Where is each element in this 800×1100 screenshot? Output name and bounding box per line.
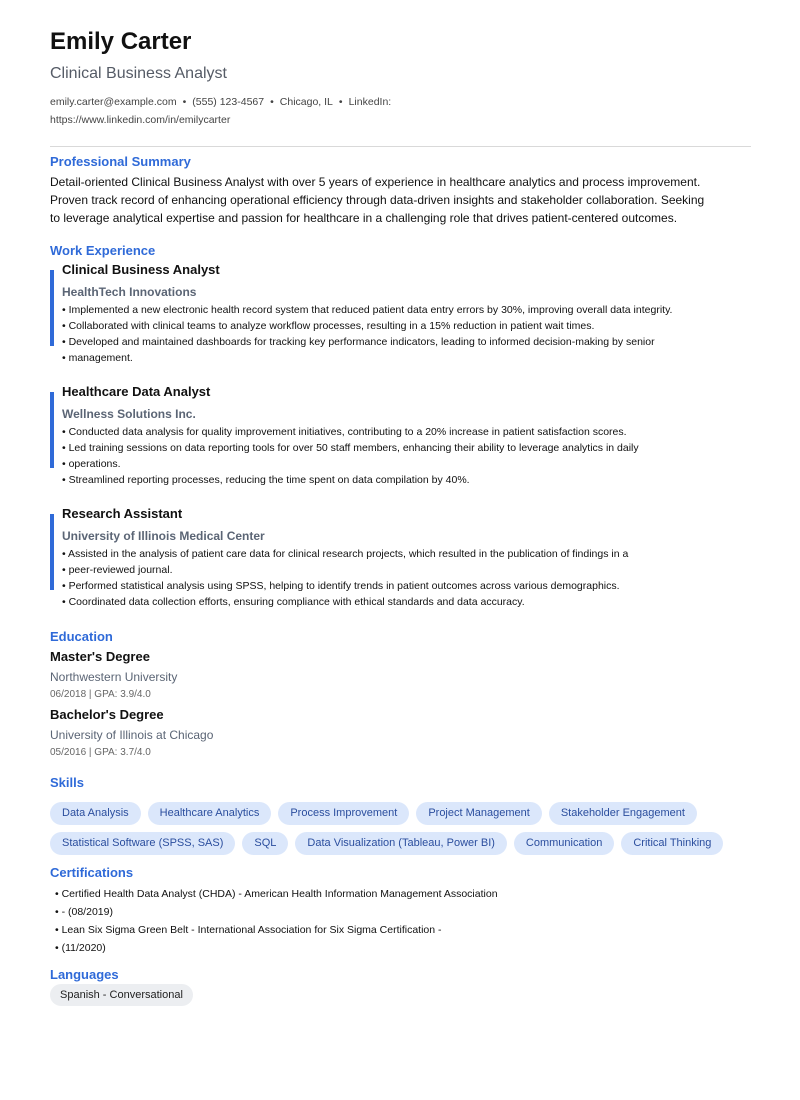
certification-item: • (11/2020) [55,942,106,954]
job-bullet: • operations. [62,458,121,470]
skill-chip: SQL [242,832,288,855]
certification-item: • Lean Six Sigma Green Belt - International Association for Six Sigma Certification - [55,924,442,936]
summary-text [50,173,722,227]
education-meta: 06/2018 | GPA: 3.9/4.0 [50,689,151,700]
contact-separator: • [270,96,274,108]
certification-item: • Certified Health Data Analyst (CHDA) - American Health Information Management Association [55,888,498,900]
job-accent-bar [50,514,54,590]
skill-chip: Critical Thinking [621,832,723,855]
contact-separator: • [338,96,343,108]
job-role: Research Assistant [62,506,183,521]
skill-chip: Statistical Software (SPSS, SAS) [50,832,235,855]
contact-info [50,93,410,129]
job-bullet: • peer-reviewed journal. [62,564,173,576]
skill-chip: Process Improvement [278,802,409,825]
candidate-title: Clinical Business Analyst [50,65,227,82]
job-bullet: • Performed statistical analysis using SPSS, helping to identify trends in patient outcomes across various demographics. [62,580,620,592]
linkedin-label: LinkedIn: [348,96,392,108]
job-company: University of Illinois Medical Center [62,529,265,543]
job-bullet: • Coordinated data collection efforts, ensuring compliance with ethical standards and data accuracy. [62,596,525,608]
job-bullet: • management. [62,352,133,364]
section-heading-experience: Work Experience [50,243,156,258]
skill-chip: Healthcare Analytics [148,802,272,825]
job-bullets [62,424,702,488]
job-bullet: • Led training sessions on data reporting tools for over 50 staff members, enhancing their ability to leverage analytics in daily [62,442,639,454]
certification-item: • - (08/2019) [55,906,113,918]
education-degree: Master's Degree [50,649,150,664]
language-chip: Spanish - Conversational [50,984,193,1006]
job-bullet: • Streamlined reporting processes, reducing the time spent on data compilation by 40%. [62,474,470,486]
job-bullet: • Assisted in the analysis of patient care data for clinical research projects, which resulted in the publication of findings in a [62,548,629,560]
job-company: Wellness Solutions Inc. [62,407,196,421]
skill-chip: Data Analysis [50,802,141,825]
job-role: Clinical Business Analyst [62,262,220,277]
education-school: University of Illinois at Chicago [50,728,214,742]
contact-location: Chicago, IL [279,96,333,108]
contact-email[interactable]: emily.carter@example.com [50,96,177,108]
job-bullets [62,546,702,610]
job-accent-bar [50,270,54,346]
summary-line: to leverage analytical expertise and passion for healthcare in a challenging role that drives patient-centered outcomes. [50,211,678,225]
contact-phone: (555) 123-4567 [192,96,265,108]
candidate-name: Emily Carter [50,28,192,55]
education-degree: Bachelor's Degree [50,707,164,722]
contact-separator: • [182,96,187,108]
linkedin-link[interactable]: https://www.linkedin.com/in/emilycarter [50,114,231,126]
job-bullet: • Implemented a new electronic health record system that reduced patient data entry errors by 30%, improving overall data integrity. [62,304,673,316]
education-school: Northwestern University [50,670,178,684]
job-bullet: • Collaborated with clinical teams to analyze workflow processes, resulting in a 15% reduction in patient wait times. [62,320,595,332]
skills-row [50,802,697,825]
job-accent-bar [50,392,54,468]
section-heading-languages: Languages [50,967,119,982]
skill-chip: Project Management [416,802,542,825]
skill-chip: Stakeholder Engagement [549,802,697,825]
job-company: HealthTech Innovations [62,285,197,299]
job-bullets [62,302,702,366]
section-heading-education: Education [50,629,113,644]
section-heading-summary: Professional Summary [50,154,191,169]
summary-line: Detail-oriented Clinical Business Analyst with over 5 years of experience in healthcare analytics and process improvement. [50,175,701,189]
job-bullet: • Conducted data analysis for quality improvement initiatives, contributing to a 20% increase in patient satisfaction scores. [62,426,627,438]
summary-line: Proven track record of enhancing operational efficiency through data-driven insights and stakeholder collaboration. Seeking [50,193,705,207]
skill-chip: Data Visualization (Tableau, Power BI) [295,832,507,855]
skills-row [50,832,723,855]
header-divider [50,146,751,147]
section-heading-skills: Skills [50,775,84,790]
skill-chip: Communication [514,832,614,855]
job-role: Healthcare Data Analyst [62,384,211,399]
job-bullet: • Developed and maintained dashboards for tracking key performance indicators, leading to informed decision-making by senior [62,336,655,348]
education-meta: 05/2016 | GPA: 3.7/4.0 [50,747,151,758]
certifications-list [55,885,498,957]
section-heading-certifications: Certifications [50,865,134,880]
